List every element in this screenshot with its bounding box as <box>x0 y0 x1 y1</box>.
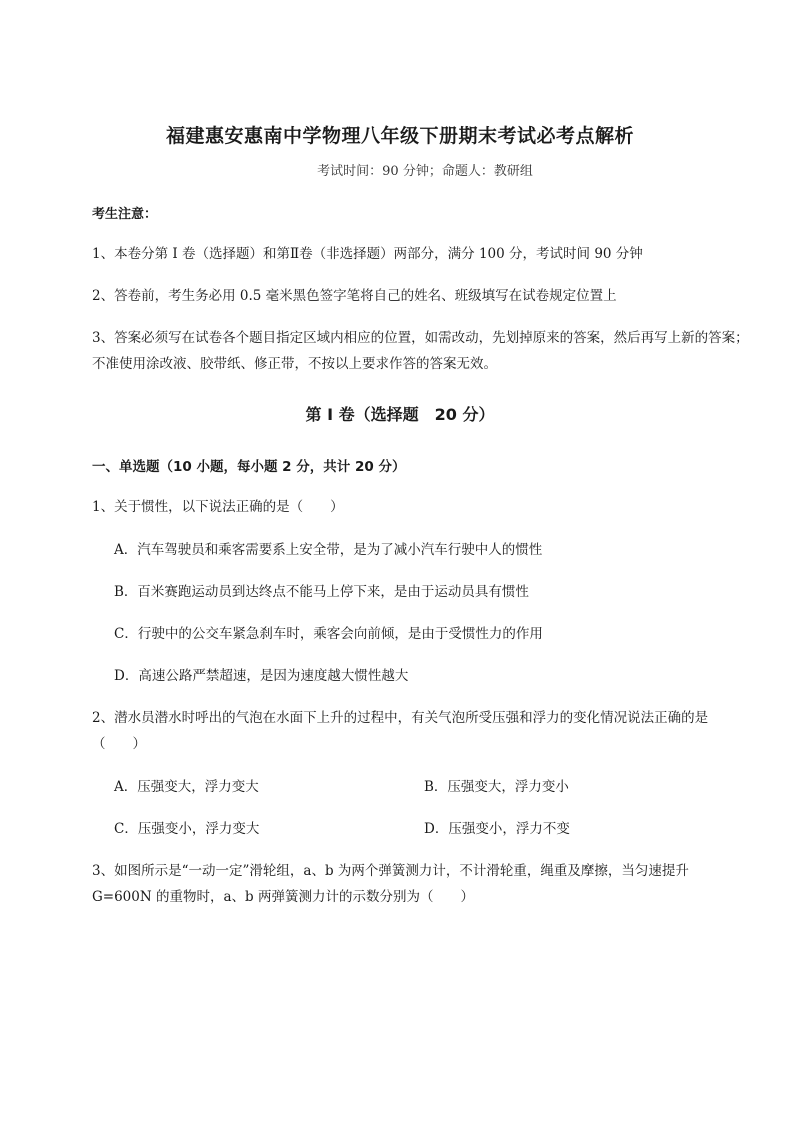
question-2-option-d: D．压强变小，浮力不变 <box>424 821 570 837</box>
notes-heading: 考生注意： <box>92 207 158 222</box>
question-1-option-a: A．汽车驾驶员和乘客需要系上安全带，是为了减小汽车行驶中人的惯性 <box>114 542 543 558</box>
part-heading: 一、单选题（10 小题，每小题 2 分，共计 20 分） <box>92 459 406 475</box>
question-2-stem: 2、潜水员潜水时呼出的气泡在水面下上升的过程中，有关气泡所受压强和浮力的变化情况说法正确的是（ ） <box>92 710 709 752</box>
note-item-3: 3、答案必须写在试卷各个题目指定区域内相应的位置，如需改动，先划掉原来的答案，然后再写上新的答案；不准使用涂改液、胶带纸、修正带，不按以上要求作答的答案无效。 <box>92 330 749 372</box>
question-1-stem: 1、关于惯性，以下说法正确的是（ ） <box>92 499 344 515</box>
question-3-stem: 3、如图所示是“一动一定”滑轮组，a、b 为两个弹簧测力计，不计滑轮重，绳重及摩擦，当匀速提升 G=600N 的重物时，a、b 两弹簧测力计的示数分别为（ ） <box>92 863 689 905</box>
note-item-1: 1、本卷分第 I 卷（选择题）和第Ⅱ卷（非选择题）两部分，满分 100 分，考试时间 90 分钟 <box>92 246 643 262</box>
question-2-option-a: A．压强变大，浮力变大 <box>114 779 259 795</box>
section-title: 第 I 卷（选择题 20 分） <box>305 405 495 424</box>
question-1-option-b: B．百米赛跑运动员到达终点不能马上停下来，是由于运动员具有惯性 <box>114 584 529 600</box>
question-2-option-b: B．压强变大，浮力变小 <box>424 779 569 795</box>
question-1-option-c: C．行驶中的公交车紧急刹车时，乘客会向前倾，是由于受惯性力的作用 <box>114 626 543 642</box>
document-title: 福建惠安惠南中学物理八年级下册期末考试必考点解析 <box>165 125 634 147</box>
question-2-option-c: C．压强变小，浮力变大 <box>114 821 260 837</box>
note-item-2: 2、答卷前，考生务必用 0.5 毫米黑色签字笔将自己的姓名、班级填写在试卷规定位置上 <box>92 288 617 304</box>
question-1-option-d: D．高速公路严禁超速，是因为速度越大惯性越大 <box>114 668 409 684</box>
document-subtitle: 考试时间：90 分钟；命题人：教研组 <box>317 164 533 179</box>
